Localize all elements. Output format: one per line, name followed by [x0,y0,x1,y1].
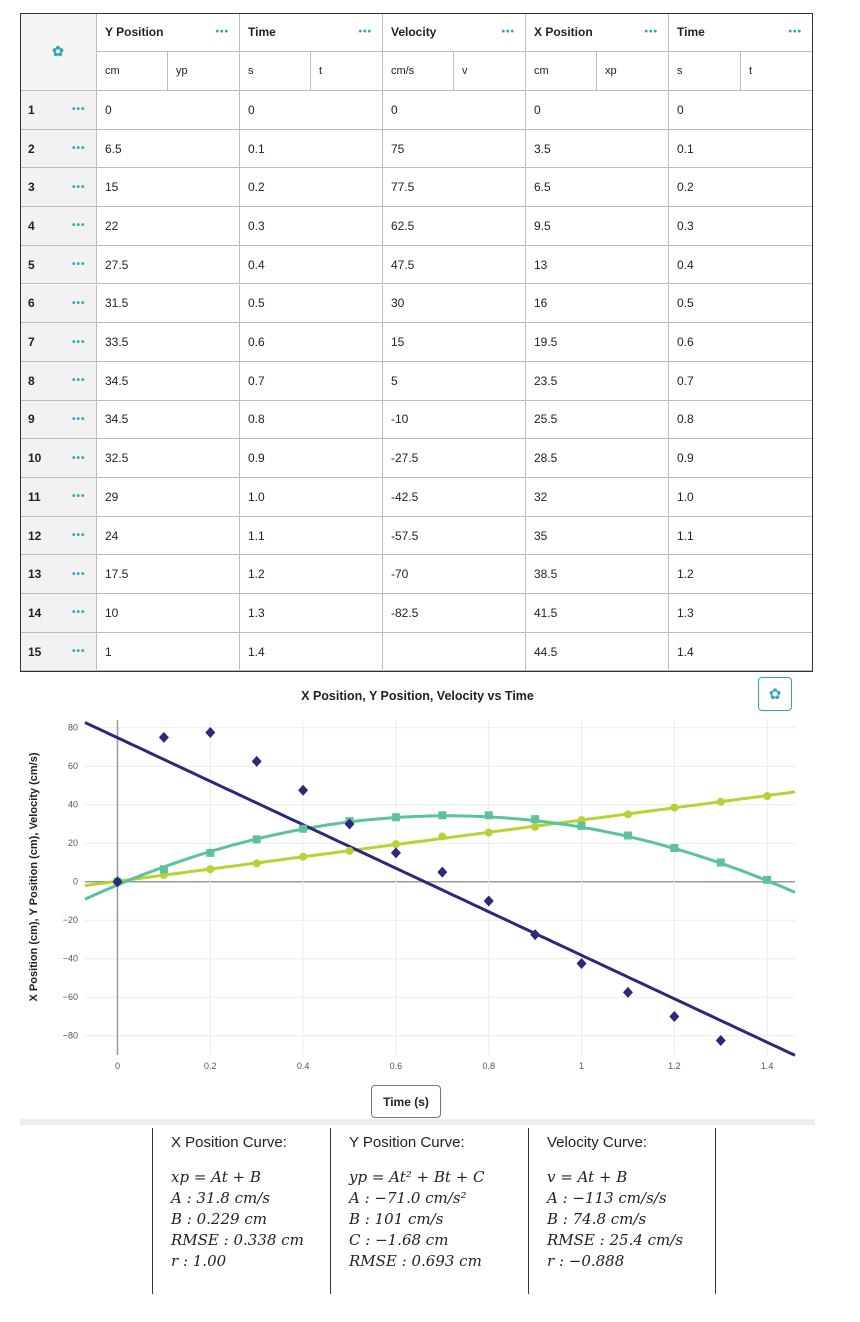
table-cell[interactable]: 10 [97,594,240,633]
fit-curve [85,723,795,1056]
row-number: 12 [20,517,64,556]
gear-icon: ✿ [768,686,782,703]
table-cell[interactable]: 33.5 [97,323,240,362]
table-cell[interactable]: 44.5 [526,633,669,672]
table-cell[interactable]: 0 [526,91,669,130]
table-cell[interactable]: 0 [383,91,526,130]
column-symbol[interactable]: xp [597,52,669,91]
column-symbol[interactable]: t [311,52,383,91]
column-name: Time [677,25,705,39]
data-table [20,13,813,672]
table-cell[interactable]: 6.5 [97,130,240,169]
fit-line: C : −1.68 cm [349,1231,449,1249]
table-cell[interactable]: 13 [526,246,669,285]
column-symbol[interactable]: t [741,52,813,91]
table-cell[interactable]: 1.3 [240,594,383,633]
table-cell[interactable]: 1.0 [669,478,813,517]
row-menu-icon[interactable]: ••• [64,246,97,285]
table-cell[interactable]: -82.5 [383,594,526,633]
row-number: 4 [20,207,64,246]
chart-panel [20,675,815,1123]
fit-line: RMSE : 0.693 cm [349,1252,482,1270]
table-row [20,401,813,440]
table-cell[interactable]: 24 [97,517,240,556]
data-point [624,810,632,818]
row-menu-icon[interactable]: ••• [64,91,97,130]
column-header-time-2[interactable] [669,13,813,52]
row-menu-icon[interactable]: ••• [64,478,97,517]
table-cell[interactable]: 38.5 [526,555,669,594]
data-point [346,847,354,855]
data-point [159,732,169,743]
data-point [392,840,400,848]
table-cell[interactable]: 0 [97,91,240,130]
table-cell[interactable]: -10 [383,401,526,440]
x-axis-label-button[interactable]: Time (s) [371,1085,441,1118]
fit-curve [85,816,795,899]
row-number: 2 [20,130,64,169]
table-cell[interactable]: 28.5 [526,439,669,478]
row-number: 13 [20,555,64,594]
y-tick-label: 80 [67,722,78,733]
table-cell[interactable]: 0.4 [669,246,813,285]
y-tick-label: −40 [62,953,78,964]
row-menu-icon[interactable]: ••• [64,517,97,556]
table-row [20,439,813,478]
data-point [205,727,215,738]
fit-result-1 [330,1128,528,1294]
row-menu-icon[interactable]: ••• [64,633,97,672]
table-cell[interactable]: 32.5 [97,439,240,478]
table-cell[interactable]: -27.5 [383,439,526,478]
table-cell[interactable]: 1.1 [240,517,383,556]
table-row [20,594,813,633]
table-cell[interactable]: 15 [97,168,240,207]
fit-line: r : −0.888 [547,1252,625,1270]
data-point [484,895,494,906]
data-point [670,804,678,812]
column-symbol[interactable]: v [454,52,526,91]
column-menu-icon[interactable]: ••• [644,26,658,38]
column-units[interactable]: cm [97,52,168,91]
column-units[interactable]: cm/s [383,52,454,91]
chart-plot[interactable] [20,675,815,1123]
column-header-x-position[interactable] [526,13,669,52]
table-cell[interactable]: 23.5 [526,362,669,401]
column-header-time[interactable] [240,13,383,52]
table-cell[interactable]: 35 [526,517,669,556]
table-row [20,517,813,556]
data-point [623,987,633,998]
table-cell[interactable]: 1.4 [240,633,383,672]
row-number: 8 [20,362,64,401]
y-tick-label: 60 [67,761,78,772]
data-point [391,847,401,858]
gear-icon: ✿ [52,43,64,59]
column-menu-icon[interactable]: ••• [215,26,229,38]
table-header-names [20,13,813,59]
table-cell[interactable]: 1 [97,633,240,672]
row-menu-icon[interactable]: ••• [64,594,97,633]
data-point [763,876,771,884]
x-tick-label: 0 [114,1061,120,1071]
y-tick-label: −20 [62,915,78,926]
chart-scroll-strip [20,1119,815,1125]
x-tick-label: 1.4 [760,1061,774,1071]
data-point [206,849,214,857]
table-cell[interactable]: 0.3 [669,207,813,246]
table-cell[interactable]: 0.2 [669,168,813,207]
y-tick-label: 40 [67,799,78,810]
table-cell[interactable]: 0.5 [669,285,813,324]
table-cell[interactable]: 1.3 [669,594,813,633]
table-cell[interactable]: 1.2 [669,555,813,594]
table-cell[interactable]: 0.8 [240,401,383,440]
table-cell[interactable]: 34.5 [97,401,240,440]
fit-line: yp = At² + Bt + C [349,1168,485,1186]
table-cell[interactable]: -42.5 [383,478,526,517]
table-cell[interactable]: 17.5 [97,555,240,594]
table-cell[interactable]: 0.2 [240,168,383,207]
row-number: 5 [20,246,64,285]
y-axis-label: X Position (cm), Y Position (cm), Velocity (cm/s) [28,752,40,1002]
column-menu-icon[interactable]: ••• [788,26,802,38]
row-number: 9 [20,401,64,440]
table-cell[interactable]: 0 [240,91,383,130]
column-menu-icon[interactable]: ••• [358,26,372,38]
column-units[interactable]: cm [526,52,597,91]
column-units[interactable]: s [240,52,311,91]
table-cell[interactable]: 0.9 [240,439,383,478]
table-row [20,285,813,324]
table-cell[interactable]: 0.8 [669,401,813,440]
table-cell[interactable]: 1.4 [669,633,813,672]
data-point [669,1011,679,1022]
table-cell[interactable]: 0.7 [240,362,383,401]
table-cell[interactable]: 25.5 [526,401,669,440]
y-tick-label: −80 [62,1030,78,1041]
fit-line: r : 1.00 [171,1252,227,1270]
data-point [531,815,539,823]
table-row [20,323,813,362]
y-tick-label: 20 [67,838,78,849]
table-header-units [20,52,813,91]
fit-line: B : 0.229 cm [171,1210,267,1228]
data-point [485,811,493,819]
table-row [20,91,813,130]
row-menu-icon[interactable]: ••• [64,323,97,362]
row-number: 7 [20,323,64,362]
table-cell[interactable]: 15 [383,323,526,362]
table-cell[interactable]: 27.5 [97,246,240,285]
row-menu-icon[interactable]: ••• [64,130,97,169]
data-point [437,867,447,878]
data-point [624,832,632,840]
table-cell[interactable]: 62.5 [383,207,526,246]
table-cell[interactable]: 1.0 [240,478,383,517]
table-cell[interactable]: 47.5 [383,246,526,285]
row-menu-icon[interactable]: ••• [64,555,97,594]
table-row [20,555,813,594]
table-cell[interactable]: 9.5 [526,207,669,246]
fit-line: RMSE : 0.338 cm [171,1231,304,1249]
table-cell[interactable]: 32 [526,478,669,517]
data-point [485,829,493,837]
row-menu-icon[interactable]: ••• [64,439,97,478]
table-cell[interactable]: 16 [526,285,669,324]
fit-line: A : 31.8 cm/s [171,1189,270,1207]
table-cell[interactable]: 22 [97,207,240,246]
data-point [253,835,261,843]
fit-gap [349,1151,528,1167]
table-cell[interactable]: 0 [669,91,813,130]
table-row [20,207,813,246]
row-menu-icon[interactable]: ••• [64,401,97,440]
fit-result-0 [152,1128,330,1294]
table-cell[interactable]: 0.6 [669,323,813,362]
data-point [252,756,262,767]
fit-line: B : 101 cm/s [349,1210,444,1228]
table-row [20,478,813,517]
data-point [577,958,587,969]
data-point [298,785,308,796]
row-menu-icon[interactable]: ••• [64,285,97,324]
y-tick-label: −60 [62,992,78,1003]
column-name: Velocity [391,25,437,39]
table-cell[interactable]: 75 [383,130,526,169]
fit-result-2 [528,1128,716,1294]
fit-line: xp = At + B [171,1168,261,1186]
y-tick-label: 0 [72,876,78,887]
table-cell[interactable]: 5 [383,362,526,401]
table-cell[interactable]: 34.5 [97,362,240,401]
row-number: 1 [20,91,64,130]
x-tick-label: 0.2 [204,1061,217,1071]
table-cell[interactable]: 1.1 [669,517,813,556]
fit-gap [171,1151,330,1167]
fit-line: v = At + B [547,1168,628,1186]
data-point [717,798,725,806]
column-units[interactable]: s [669,52,741,91]
table-cell[interactable]: 41.5 [526,594,669,633]
table-cell[interactable]: 0.1 [669,130,813,169]
column-header-velocity[interactable] [383,13,526,52]
column-menu-icon[interactable]: ••• [501,26,515,38]
fit-line: A : −113 cm/s/s [547,1189,667,1207]
table-cell[interactable]: 0.1 [240,130,383,169]
row-menu-icon[interactable]: ••• [64,168,97,207]
chart-settings-button[interactable] [758,677,792,711]
data-point [717,858,725,866]
table-row [20,168,813,207]
fit-title: X Position Curve: [171,1134,287,1151]
data-point [392,813,400,821]
table-cell[interactable]: 0.5 [240,285,383,324]
data-point [438,811,446,819]
table-cell[interactable]: -70 [383,555,526,594]
table-cell[interactable]: 0.3 [240,207,383,246]
data-point [670,844,678,852]
table-cell[interactable]: 0.9 [669,439,813,478]
row-menu-icon[interactable]: ••• [64,362,97,401]
data-point [531,823,539,831]
data-point [160,865,168,873]
row-number: 10 [20,439,64,478]
column-header-y-position[interactable] [97,13,240,52]
data-point [578,822,586,830]
row-number: 15 [20,633,64,672]
fit-gap [547,1151,715,1167]
table-cell[interactable]: 31.5 [97,285,240,324]
data-point [438,832,446,840]
fit-line: B : 74.8 cm/s [547,1210,647,1228]
column-name: Y Position [105,25,164,39]
fit-title: Y Position Curve: [349,1134,465,1151]
table-cell[interactable]: 30 [383,285,526,324]
table-cell[interactable]: 1.2 [240,555,383,594]
table-row [20,130,813,169]
chart-title: X Position, Y Position, Velocity vs Time [301,689,534,703]
row-number: 6 [20,285,64,324]
table-cell[interactable]: 0.7 [669,362,813,401]
table-cell[interactable]: 6.5 [526,168,669,207]
data-point [763,792,771,800]
x-tick-label: 0.4 [296,1061,310,1071]
column-name: Time [248,25,276,39]
table-cell[interactable]: 0.4 [240,246,383,285]
x-tick-label: 1.2 [668,1061,681,1071]
x-tick-label: 0.8 [482,1061,495,1071]
table-cell[interactable]: -57.5 [383,517,526,556]
table-cell[interactable]: 19.5 [526,323,669,362]
fit-title: Velocity Curve: [547,1134,648,1151]
data-point [299,853,307,861]
data-point [716,1035,726,1046]
table-cell[interactable]: 77.5 [383,168,526,207]
table-cell[interactable]: 3.5 [526,130,669,169]
fit-line: RMSE : 25.4 cm/s [547,1231,684,1249]
table-row [20,362,813,401]
column-name: X Position [534,25,593,39]
x-tick-label: 0.6 [389,1061,403,1071]
fit-line: A : −71.0 cm/s² [349,1189,467,1207]
data-point [206,865,214,873]
table-row [20,246,813,285]
table-cell[interactable] [383,633,526,672]
row-menu-icon[interactable]: ••• [64,207,97,246]
row-number: 14 [20,594,64,633]
data-point [299,825,307,833]
table-row [20,633,813,672]
data-point [253,859,261,867]
table-cell[interactable]: 0.6 [240,323,383,362]
column-symbol[interactable]: yp [168,52,240,91]
table-cell[interactable]: 29 [97,478,240,517]
row-number: 3 [20,168,64,207]
row-number: 11 [20,478,64,517]
x-tick-label: 1 [579,1061,585,1071]
